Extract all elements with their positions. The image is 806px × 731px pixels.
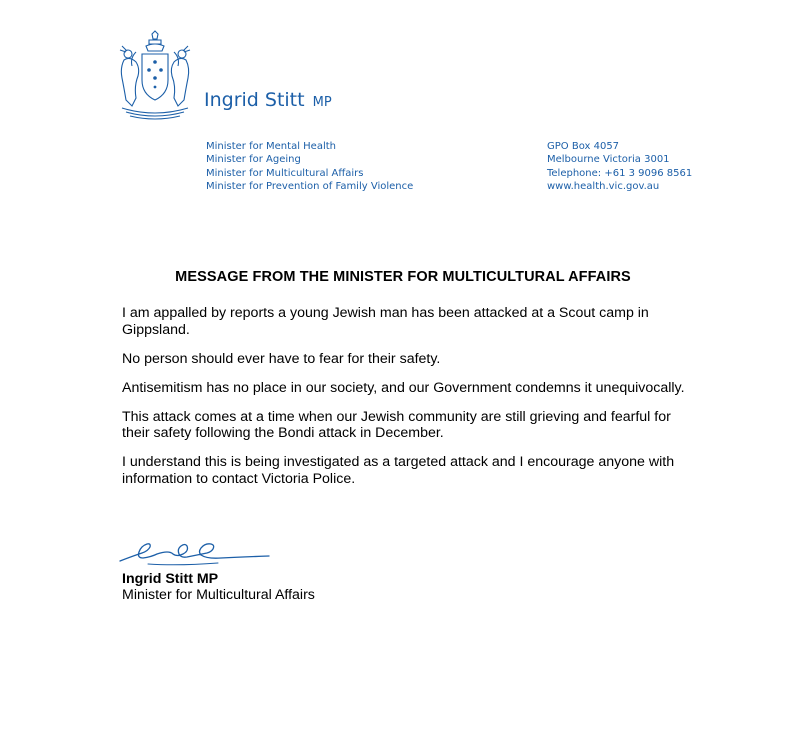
address-website: www.health.vic.gov.au (547, 180, 660, 192)
minister-name-suffix: MP (312, 95, 332, 110)
portfolio-item: Minister for Prevention of Family Violence (206, 180, 414, 192)
portfolio-item: Minister for Multicultural Affairs (206, 167, 364, 179)
contact-address (547, 140, 692, 193)
address-telephone: Telephone: +61 3 9096 8561 (547, 167, 693, 179)
signatory-title: Minister for Multicultural Affairs (122, 587, 315, 603)
portfolio-item: Minister for Ageing (206, 154, 301, 166)
signatory-name: Ingrid Stitt MP (122, 571, 219, 587)
message-heading: MESSAGE FROM THE MINISTER FOR MULTICULTURAL AFFAIRS (175, 269, 631, 285)
handwritten-signature-icon (118, 537, 284, 567)
message-paragraph: I understand this is being investigated as a targeted attack and I encourage anyone with information to contact Victoria Police. (122, 454, 675, 487)
message-paragraph: No person should ever have to fear for their safety. (122, 350, 441, 367)
portfolio-item: Minister for Mental Health (206, 141, 336, 152)
minister-name-text: Ingrid Stitt (204, 89, 305, 111)
message-body (122, 305, 702, 500)
minister-name (204, 89, 332, 111)
message-paragraph: Antisemitism has no place in our society, and our Government condemns it unequivocally. (122, 379, 685, 396)
message-paragraph: I am appalled by reports a young Jewish man has been attacked at a Scout camp in Gippsland. (122, 305, 649, 338)
address-city: Melbourne Victoria 3001 (547, 154, 670, 166)
message-paragraph: This attack comes at a time when our Jewish community are still grieving and fearful for their safety following the Bondi attack in December. (122, 408, 671, 441)
victoria-coat-of-arms-icon (116, 30, 194, 122)
address-po-box: GPO Box 4057 (547, 141, 620, 152)
portfolio-list (206, 140, 413, 193)
